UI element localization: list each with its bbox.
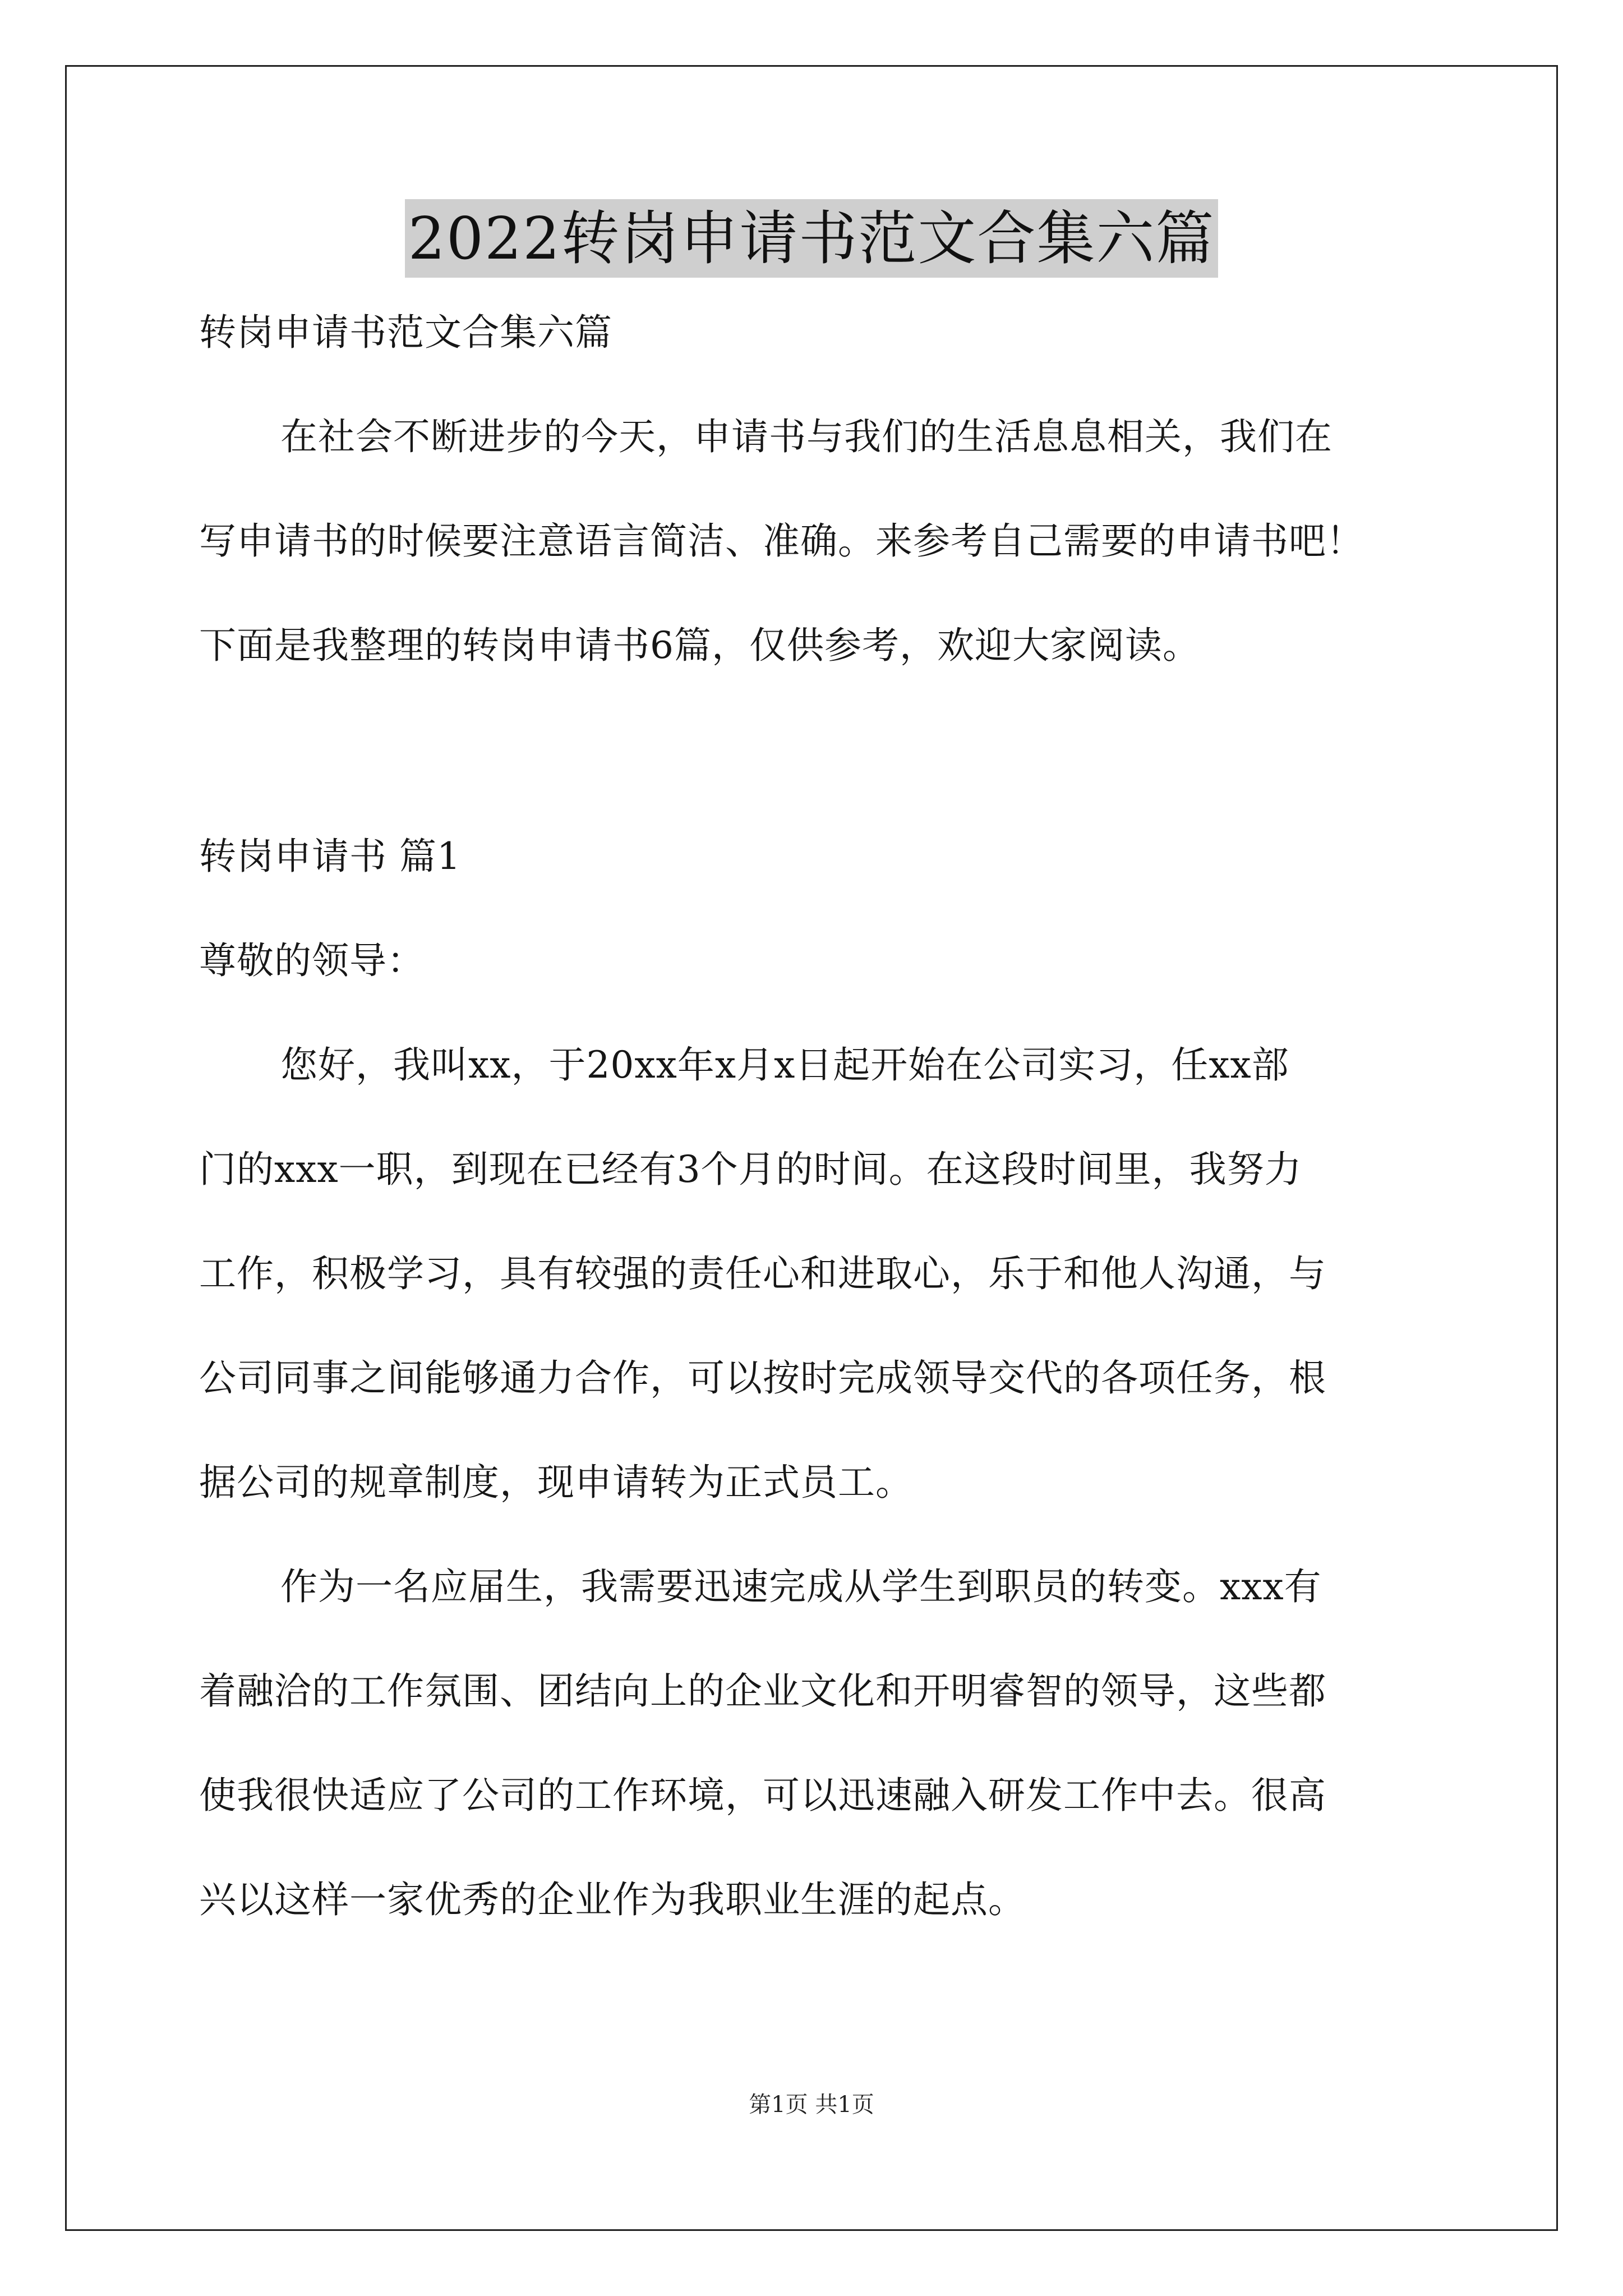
intro-line: 下面是我整理的转岗申请书6篇，仅供参考，欢迎大家阅读。 bbox=[199, 624, 1200, 667]
document-title: 2022转岗申请书范文合集六篇 bbox=[405, 199, 1219, 278]
paragraph-line: 着融洽的工作氛围、团结向上的企业文化和开明睿智的领导，这些都 bbox=[199, 1669, 1326, 1713]
paragraph-line: 使我很快适应了公司的工作环境，可以迅速融入研发工作中去。很高 bbox=[199, 1774, 1326, 1817]
document-body bbox=[199, 311, 1427, 1921]
paragraph-line: 作为一名应届生，我需要迅速完成从学生到职员的转变。xxx有 bbox=[280, 1565, 1322, 1608]
paragraph-line: 据公司的规章制度，现申请转为正式员工。 bbox=[199, 1461, 913, 1504]
intro-line: 写申请书的时候要注意语言简洁、准确。来参考自己需要的申请书吧！ bbox=[199, 519, 1364, 563]
title-container bbox=[0, 199, 1623, 278]
section-heading: 转岗申请书 篇1 bbox=[199, 835, 461, 878]
paragraph-line: 兴以这样一家优秀的企业作为我职业生涯的起点。 bbox=[199, 1878, 1026, 1921]
paragraph-line: 门的xxx一职，到现在已经有3个月的时间。在这段时间里，我努力 bbox=[199, 1148, 1302, 1191]
paragraph-line: 工作，积极学习，具有较强的责任心和进取心，乐于和他人沟通，与 bbox=[199, 1252, 1326, 1295]
intro-line: 在社会不断进步的今天，申请书与我们的生活息息相关，我们在 bbox=[280, 415, 1332, 458]
paragraph-line: 您好，我叫xx，于20xx年x月x日起开始在公司实习，任xx部 bbox=[280, 1043, 1289, 1087]
subtitle: 转岗申请书范文合集六篇 bbox=[199, 311, 612, 354]
paragraph-line: 公司同事之间能够通力合作，可以按时完成领导交代的各项任务，根 bbox=[199, 1356, 1326, 1400]
page-footer: 第1页 共1页 bbox=[749, 2092, 874, 2118]
salutation: 尊敬的领导： bbox=[199, 939, 425, 982]
